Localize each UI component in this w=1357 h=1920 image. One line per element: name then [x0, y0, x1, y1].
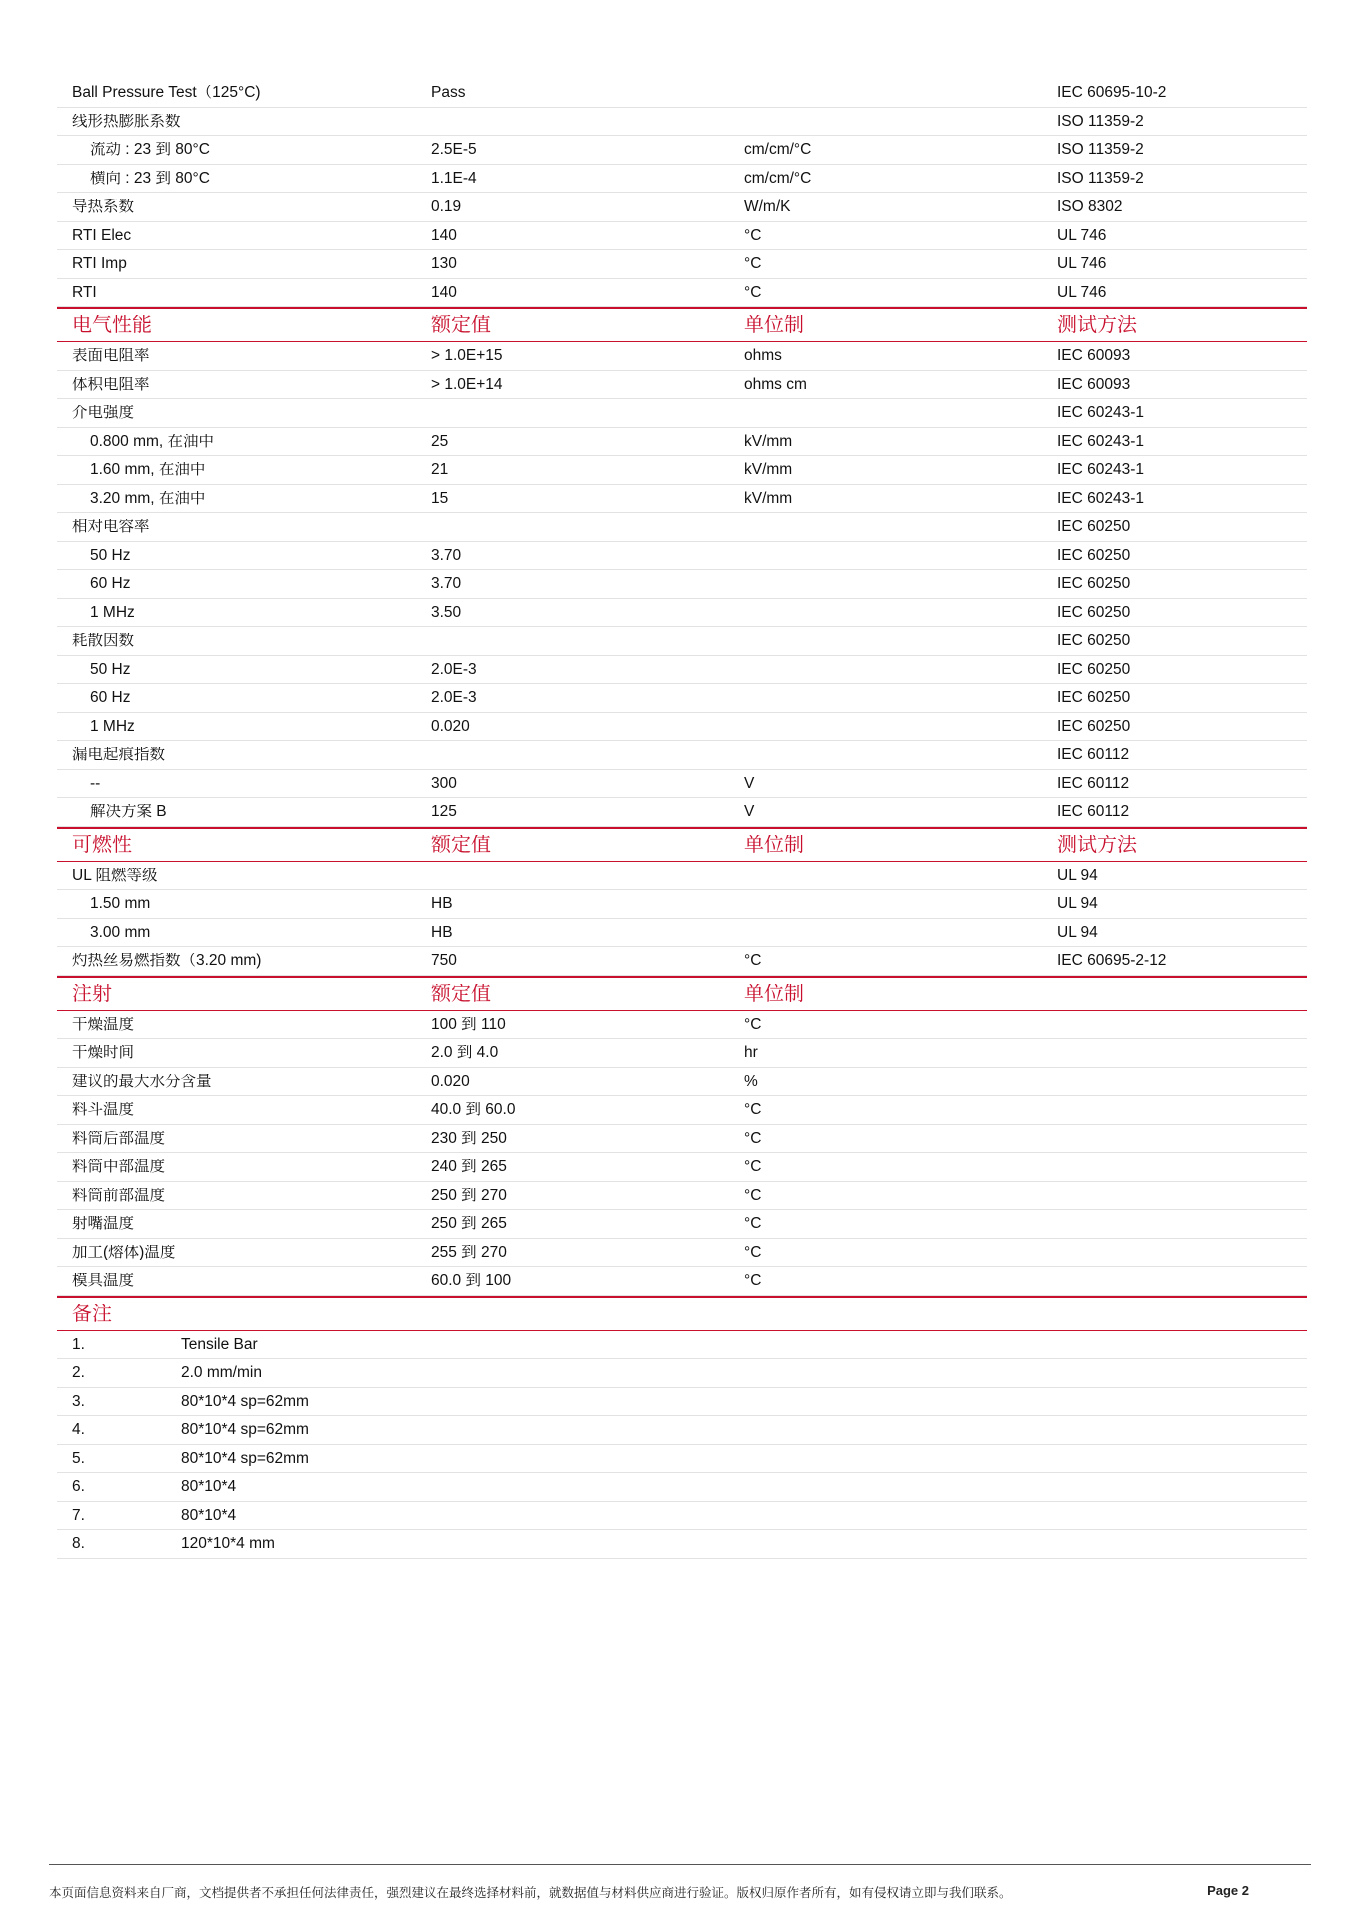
property-value: 25: [431, 433, 449, 449]
table-row: [57, 919, 1307, 948]
property-unit: ohms cm: [744, 376, 807, 392]
property-value: 21: [431, 462, 449, 478]
property-name: 1.60 mm, 在油中: [90, 462, 206, 478]
notes-section: [57, 1331, 1307, 1559]
test-method: IEC 60250: [1057, 576, 1131, 592]
property-value: 300: [431, 775, 457, 791]
property-name: 3.20 mm, 在油中: [90, 490, 206, 506]
section-title: 备注: [72, 1303, 112, 1324]
property-name: 1 MHz: [90, 718, 135, 734]
property-value: 60.0 到 100: [431, 1273, 512, 1289]
property-value: > 1.0E+15: [431, 348, 503, 364]
table-row: [57, 1182, 1307, 1211]
note-row: [57, 1359, 1307, 1388]
test-method: ISO 11359-2: [1057, 170, 1144, 186]
property-unit: W/m/K: [744, 199, 791, 215]
property-name: 加工(熔体)温度: [72, 1244, 176, 1260]
note-number: 8.: [72, 1536, 85, 1552]
test-method: IEC 60112: [1057, 747, 1130, 763]
table-row: [57, 890, 1307, 919]
note-row: [57, 1530, 1307, 1559]
table-row: [57, 798, 1307, 827]
note-text: 80*10*4 sp=62mm: [181, 1450, 309, 1466]
property-name: 射嘴温度: [72, 1216, 135, 1232]
property-name: 料筒后部温度: [72, 1130, 166, 1146]
property-name: 横向 : 23 到 80°C: [90, 170, 210, 186]
table-row: [57, 1267, 1307, 1296]
flammability-section: [57, 862, 1307, 976]
test-method: UL 746: [1057, 284, 1107, 300]
property-name: 料筒中部温度: [72, 1159, 166, 1175]
property-unit: °C: [744, 1102, 762, 1118]
test-method: IEC 60243-1: [1057, 490, 1145, 506]
property-name: 流动 : 23 到 80°C: [90, 142, 210, 158]
property-name: 1 MHz: [90, 604, 135, 620]
table-row: [57, 741, 1307, 770]
property-unit: °C: [744, 1130, 762, 1146]
property-value: 250 到 270: [431, 1187, 507, 1203]
unit-header: 单位制: [744, 983, 804, 1004]
property-name: UL 阻燃等级: [72, 867, 158, 883]
test-method: IEC 60112: [1057, 775, 1130, 791]
table-row: [57, 1096, 1307, 1125]
property-name: 50 Hz: [90, 547, 131, 563]
note-number: 3.: [72, 1393, 85, 1409]
property-value: HB: [431, 896, 453, 912]
table-row: [57, 428, 1307, 457]
disclaimer-text: 本页面信息资料来自厂商，文档提供者不承担任何法律责任，强烈建议在最终选择材料前，就数据值与材料供应商进行验证。版权归原作者所有，如有侵权请立即与我们联系。: [49, 1886, 1012, 1900]
table-row: [57, 108, 1307, 137]
property-value: 2.0 到 4.0: [431, 1045, 499, 1061]
datasheet-table: [57, 79, 1307, 1559]
test-method: UL 746: [1057, 227, 1107, 243]
electrical-header: [57, 307, 1307, 342]
test-method: IEC 60243-1: [1057, 405, 1145, 421]
property-value: 0.19: [431, 199, 462, 215]
note-number: 2.: [72, 1365, 85, 1381]
section-title: 电气性能: [72, 315, 152, 335]
property-unit: cm/cm/°C: [744, 142, 812, 158]
property-value: 130: [431, 256, 457, 272]
test-method: IEC 60243-1: [1057, 433, 1145, 449]
note-row: [57, 1445, 1307, 1474]
flammability-header: [57, 827, 1307, 862]
injection-header: [57, 976, 1307, 1011]
table-row: [57, 279, 1307, 308]
test-method: IEC 60250: [1057, 633, 1131, 649]
test-method: IEC 60112: [1057, 804, 1130, 820]
value-header: 额定值: [431, 983, 491, 1004]
property-name: 干燥温度: [72, 1016, 135, 1032]
property-value: 140: [431, 284, 457, 300]
method-header: 测试方法: [1057, 315, 1137, 335]
table-row: [57, 485, 1307, 514]
table-row: [57, 222, 1307, 251]
property-name: 灼热丝易燃指数（3.20 mm): [72, 953, 262, 969]
table-row: [57, 947, 1307, 976]
note-number: 5.: [72, 1450, 85, 1466]
property-value: 15: [431, 490, 449, 506]
table-row: [57, 862, 1307, 891]
test-method: IEC 60250: [1057, 519, 1131, 535]
table-row: [57, 342, 1307, 371]
property-unit: °C: [744, 284, 762, 300]
section-title: 注射: [72, 983, 112, 1004]
property-value: 250 到 265: [431, 1216, 507, 1232]
table-row: [57, 542, 1307, 571]
property-name: 60 Hz: [90, 690, 131, 706]
property-value: 125: [431, 804, 457, 820]
property-value: 3.70: [431, 576, 462, 592]
test-method: IEC 60250: [1057, 718, 1131, 734]
property-value: 140: [431, 227, 457, 243]
property-name: 料斗温度: [72, 1102, 135, 1118]
table-row: [57, 513, 1307, 542]
unit-header: 单位制: [744, 834, 804, 855]
property-name: 导热系数: [72, 199, 135, 215]
property-name: 介电强度: [72, 405, 135, 421]
property-name: 60 Hz: [90, 576, 131, 592]
property-unit: kV/mm: [744, 490, 793, 506]
property-name: 解决方案 B: [90, 804, 167, 820]
property-unit: %: [744, 1073, 758, 1089]
property-name: 漏电起痕指数: [72, 747, 166, 763]
test-method: IEC 60250: [1057, 604, 1131, 620]
property-name: RTI: [72, 284, 97, 300]
table-row: [57, 79, 1307, 108]
property-unit: °C: [744, 1016, 762, 1032]
property-name: --: [90, 775, 101, 791]
property-unit: °C: [744, 227, 762, 243]
property-unit: V: [744, 775, 755, 791]
injection-section: [57, 1011, 1307, 1296]
property-value: 230 到 250: [431, 1130, 507, 1146]
table-row: [57, 1039, 1307, 1068]
property-unit: °C: [744, 256, 762, 272]
note-row: [57, 1388, 1307, 1417]
property-value: 3.70: [431, 547, 462, 563]
property-name: 耗散因数: [72, 633, 135, 649]
value-header: 额定值: [431, 315, 491, 335]
section-title: 可燃性: [72, 834, 132, 855]
test-method: IEC 60093: [1057, 376, 1131, 392]
thermal-section: [57, 79, 1307, 307]
note-text: 80*10*4: [181, 1507, 237, 1523]
table-row: [57, 165, 1307, 194]
property-value: 3.50: [431, 604, 462, 620]
test-method: ISO 11359-2: [1057, 142, 1144, 158]
property-value: 750: [431, 953, 457, 969]
property-unit: °C: [744, 1244, 762, 1260]
note-number: 7.: [72, 1507, 85, 1523]
property-unit: °C: [744, 1273, 762, 1289]
page-footer: [49, 1864, 1311, 1901]
test-method: UL 746: [1057, 256, 1107, 272]
table-row: [57, 193, 1307, 222]
test-method: ISO 8302: [1057, 199, 1123, 215]
table-row: [57, 1239, 1307, 1268]
note-number: 4.: [72, 1422, 85, 1438]
property-value: 2.0E-3: [431, 690, 477, 706]
property-name: 模具温度: [72, 1273, 135, 1289]
property-unit: °C: [744, 1187, 762, 1203]
property-name: 干燥时间: [72, 1045, 135, 1061]
test-method: UL 94: [1057, 924, 1098, 940]
property-value: 2.5E-5: [431, 142, 477, 158]
note-row: [57, 1473, 1307, 1502]
notes-header: [57, 1296, 1307, 1331]
table-row: [57, 456, 1307, 485]
table-row: [57, 656, 1307, 685]
electrical-section: [57, 342, 1307, 827]
table-row: [57, 1210, 1307, 1239]
property-name: 表面电阻率: [72, 348, 150, 364]
test-method: IEC 60243-1: [1057, 462, 1145, 478]
note-text: Tensile Bar: [181, 1336, 258, 1352]
table-row: [57, 250, 1307, 279]
property-unit: °C: [744, 1159, 762, 1175]
property-name: 1.50 mm: [90, 896, 151, 912]
table-row: [57, 713, 1307, 742]
property-value: 40.0 到 60.0: [431, 1102, 516, 1118]
test-method: IEC 60250: [1057, 690, 1131, 706]
property-value: 100 到 110: [431, 1016, 506, 1032]
property-name: 料筒前部温度: [72, 1187, 166, 1203]
table-row: [57, 570, 1307, 599]
table-row: [57, 1125, 1307, 1154]
table-row: [57, 399, 1307, 428]
property-unit: ohms: [744, 348, 782, 364]
property-name: RTI Elec: [72, 227, 132, 243]
property-value: 1.1E-4: [431, 170, 477, 186]
property-unit: kV/mm: [744, 462, 793, 478]
value-header: 额定值: [431, 834, 491, 855]
note-number: 6.: [72, 1479, 85, 1495]
note-number: 1.: [72, 1336, 85, 1352]
property-name: RTI Imp: [72, 256, 127, 272]
table-row: [57, 1011, 1307, 1040]
table-row: [57, 1068, 1307, 1097]
property-name: 50 Hz: [90, 661, 131, 677]
property-name: 3.00 mm: [90, 924, 151, 940]
test-method: IEC 60695-2-12: [1057, 953, 1167, 969]
note-row: [57, 1331, 1307, 1360]
table-row: [57, 684, 1307, 713]
test-method: ISO 11359-2: [1057, 113, 1144, 129]
unit-header: 单位制: [744, 315, 804, 335]
table-row: [57, 770, 1307, 799]
note-text: 80*10*4 sp=62mm: [181, 1393, 309, 1409]
test-method: IEC 60695-10-2: [1057, 85, 1167, 101]
property-value: HB: [431, 924, 453, 940]
property-value: Pass: [431, 85, 466, 101]
property-value: 240 到 265: [431, 1159, 507, 1175]
note-row: [57, 1502, 1307, 1531]
note-text: 80*10*4: [181, 1479, 237, 1495]
property-value: 2.0E-3: [431, 661, 477, 677]
test-method: UL 94: [1057, 896, 1098, 912]
test-method: IEC 60250: [1057, 547, 1131, 563]
method-header: 测试方法: [1057, 834, 1137, 855]
property-value: 0.020: [431, 718, 470, 734]
property-value: > 1.0E+14: [431, 376, 503, 392]
test-method: IEC 60250: [1057, 661, 1131, 677]
property-name: 相对电容率: [72, 519, 150, 535]
note-text: 2.0 mm/min: [181, 1365, 262, 1381]
property-unit: V: [744, 804, 755, 820]
property-name: 0.800 mm, 在油中: [90, 433, 215, 449]
note-text: 120*10*4 mm: [181, 1536, 275, 1552]
table-row: [57, 1153, 1307, 1182]
property-unit: °C: [744, 1216, 762, 1232]
property-name: 建议的最大水分含量: [72, 1073, 212, 1089]
table-row: [57, 371, 1307, 400]
property-unit: kV/mm: [744, 433, 793, 449]
table-row: [57, 627, 1307, 656]
note-text: 80*10*4 sp=62mm: [181, 1422, 309, 1438]
table-row: [57, 599, 1307, 628]
property-unit: cm/cm/°C: [744, 170, 812, 186]
property-name: 体积电阻率: [72, 376, 150, 392]
property-value: 0.020: [431, 1073, 470, 1089]
note-row: [57, 1416, 1307, 1445]
table-row: [57, 136, 1307, 165]
test-method: IEC 60093: [1057, 348, 1131, 364]
property-unit: °C: [744, 953, 762, 969]
property-name: 线形热膨胀系数: [72, 113, 181, 129]
property-unit: hr: [744, 1045, 758, 1061]
page-number: Page 2: [1207, 1883, 1249, 1898]
test-method: UL 94: [1057, 867, 1098, 883]
property-name: Ball Pressure Test（125°C): [72, 85, 261, 101]
property-value: 255 到 270: [431, 1244, 507, 1260]
